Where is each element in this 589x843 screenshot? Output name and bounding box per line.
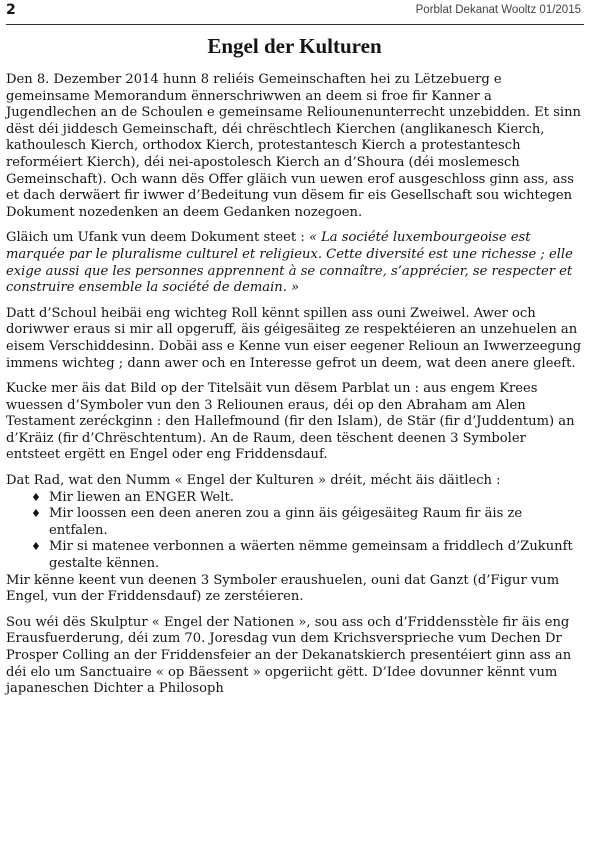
paragraph-3: Datt d’Schoul heibäi eng wichteg Roll kënnt spillen ass ouni Zweiwel. Awer och doriwwer eraus si mir all opgeruff, äis géigesäiteg ze respektéieren an unzehuelen an eisem Verschiddesinn. Dobäi ass e Kenne vun eiser eegener Relioun an Iwwerzeegung immens wichteg ; dann awer och en Interesse gefrot un deem, wat deen anere gleeft. bbox=[6, 305, 582, 371]
running-title: Porblat Dekanat Wooltz 01/2015 bbox=[415, 4, 581, 16]
paragraph-7: Sou wéi dës Skulptur « Engel der Nationen », sou ass och d’Friddensstèle fir äis eng Erausfuerderung, déi zum 70. Joresdag vun dem Krichsversprieche vum Dechen Dr Prosper Colling an der Friddensfeier an der Dekanatskierch presentéiert ginn ass an déi elo um Sanctuaire « op Bäessent » opgeriicht gëtt. D’Idee dovunner kënnt vum japaneschen Dichter a Philosoph bbox=[6, 614, 572, 697]
page-number: 2 bbox=[6, 2, 16, 18]
bullet-item bbox=[31, 506, 584, 539]
article-title: Engel der Kulturen bbox=[207, 34, 382, 58]
bullet-text: Mir loossen een deen aneren zou a ginn äis géigesäiteg Raum fir äis ze entfalen. bbox=[49, 506, 523, 538]
diamond-bullet-icon: ♦ bbox=[31, 540, 41, 554]
paragraph-1: Den 8. Dezember 2014 hunn 8 reliéis Gemeinschaften hei zu Lëtzebuerg e gemeinsame Memorandum ënnerschriwwen an deem si froe fir Kanner a Jugendlechen an de Schoulen e gemeinsame Reliounenunterrecht unzebidden. Et sinn dëst déi jiddesch Gemeinschaft, déi chrëschtlech Kierchen (anglikanesch Kierch, kathoulesch Kierch, orthodox Kierch, protestantesch Kierch a protestantesch reforméiert Kierch), déi nei-apostolesch Kierch an d’Shoura (déi moslemesch Gemeinschaft). Och wann dës Offer gläich vun uewen erof ausgeschloss ginn ass, ass et dach derwäert fir iwwer d’Bedeitung vun dësem fir eis Gesellschaft sou wichtegen Dokument nozedenken an deem Gedanken nozegoen. bbox=[6, 72, 581, 220]
bullet-item bbox=[31, 490, 584, 507]
bullet-list bbox=[6, 490, 584, 573]
page-header bbox=[0, 0, 589, 22]
paragraph-2 bbox=[6, 230, 584, 296]
bullet-item bbox=[31, 539, 584, 572]
diamond-bullet-icon: ♦ bbox=[31, 490, 41, 504]
quote-intro: Gläich um Ufank vun deem Dokument steet : bbox=[6, 230, 309, 246]
french-quote: « La société luxembourgeoise est marquée par le pluralisme culturel et religieux. Cette diversité est une richesse ; elle exige aussi que les personnes apprennent à se connaître, s’apprécier, se respecter et construire ensemble la société de demain. » bbox=[6, 230, 573, 296]
bullet-text: Mir si matenee verbonnen a wäerten nëmme gemeinsam a friddlech d’Zukunft gestalte kënnen. bbox=[49, 539, 573, 572]
paragraph-6: Mir kënne keent vun deenen 3 Symboler eraushuelen, ouni dat Ganzt (d’Figur vum Engel, vun der Friddensdauf) ze zerstéieren. bbox=[6, 572, 560, 605]
header-rule bbox=[6, 24, 584, 25]
diamond-bullet-icon: ♦ bbox=[31, 507, 41, 521]
article-body bbox=[6, 72, 584, 707]
bullet-text: Mir liewen an ENGER Welt. bbox=[49, 489, 234, 505]
paragraph-5: Dat Rad, wat den Numm « Engel der Kulturen » dréit, mécht äis däitlech : bbox=[6, 473, 501, 489]
paragraph-4: Kucke mer äis dat Bild op der Titelsäit vun dësem Parblat un : aus engem Krees wuessen d’Symboler vun den 3 Reliounen eraus, déi op den Abraham am Alen Testament zeréckginn : den Hallefmound (fir den Islam), de Stär (fir d’Juddentum) an d’Kräiz (fir d’Chrëschtentum). An de Raum, deen tëschent deenen 3 Symboler entsteet ergëtt en Engel oder eng Friddensdauf. bbox=[6, 381, 575, 463]
